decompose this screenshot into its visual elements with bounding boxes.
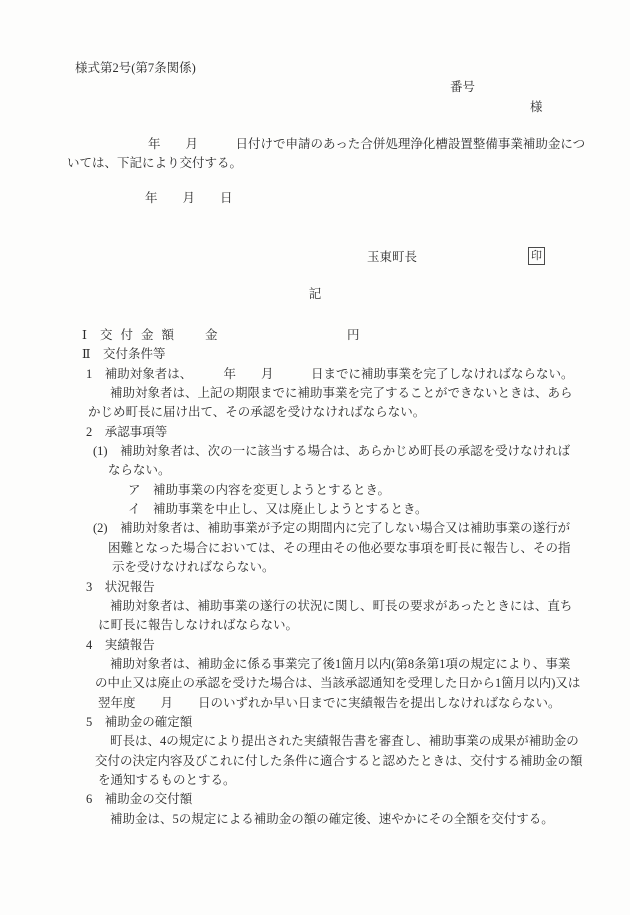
intro-line-1: 年 月 日付けで申請のあった合併処理浄化槽設置整備事業補助金につ xyxy=(148,137,586,151)
terms-line-5-fixed-amount: 5 補助金の確定額 xyxy=(86,715,193,729)
terms-line-6-grant-payment: 6 補助金の交付額 xyxy=(86,792,193,806)
terms-line-1-completion: 1 補助対象者は、 年 月 日までに補助事業を完了しなければならない。 xyxy=(86,367,574,381)
body-marker: 記 xyxy=(308,287,322,301)
issuer-line xyxy=(0,249,630,317)
terms-heading: Ⅱ 交付条件等 xyxy=(82,347,166,361)
grant-amount-numeral: Ⅰ xyxy=(82,328,87,342)
terms-line: 補助金は、5の規定による補助金の額の確定後、速やかにその全額を交付する。 xyxy=(110,812,554,826)
terms-line-3-status-report: 3 状況報告 xyxy=(86,580,155,594)
terms-line: の中止又は廃止の承認を受けた場合は、当該承認通知を受理した日から1箇月以内)又は xyxy=(95,676,581,690)
intro-line-2: いては、下記により交付する。 xyxy=(67,156,243,170)
form-label: 様式第2号(第7条関係) xyxy=(75,61,196,75)
terms-line-2-1-a: ア 補助事業の内容を変更しようとするとき。 xyxy=(128,483,391,497)
terms-line: 補助対象者は、補助事業の遂行の状況に関し、町長の要求があったときには、直ち xyxy=(110,599,573,613)
issue-date-line: 年 月 日 xyxy=(145,191,233,205)
currency-prefix: 金 xyxy=(205,328,218,342)
currency-suffix: 円 xyxy=(347,328,360,342)
terms-line-2-2: (2) 補助対象者は、補助事業が予定の期間内に完了しない場合又は補助事業の遂行が xyxy=(93,521,571,535)
addressee-honorific: 様 xyxy=(530,100,543,114)
terms-line: 補助対象者は、補助金に係る事業完了後1箇月以内(第8条第1項の規定により、事業 xyxy=(110,657,571,671)
terms-line: 交付の決定内容及びこれに付した条件に適合すると認めたときは、交付する補助金の額 xyxy=(95,754,583,768)
terms-line: 困難となった場合においては、その理由その他必要な事項を町長に報告し、その指 xyxy=(108,541,571,555)
issuer-title: 玉東町長 xyxy=(367,250,418,264)
terms-line-2-1-b: イ 補助事業を中止し、又は廃止しようとするとき。 xyxy=(128,502,428,516)
terms-line: ならない。 xyxy=(108,463,171,477)
seal-stamp-box: 印 xyxy=(528,247,545,265)
terms-line: かじめ町長に届け出て、その承認を受けなければならない。 xyxy=(88,405,426,419)
terms-line-2-approval: 2 承認事項等 xyxy=(86,425,168,439)
terms-line: 補助対象者は、上記の期限までに補助事業を完了することができないときは、あら xyxy=(110,386,573,400)
terms-line: を通知するものとする。 xyxy=(98,773,236,787)
terms-line: 町長は、4の規定により提出された実績報告書を審査し、補助事業の成果が補助金の xyxy=(110,734,579,748)
terms-line-4-results-report: 4 実績報告 xyxy=(86,638,155,652)
grant-amount-label: 交付金額 xyxy=(100,328,183,342)
terms-line-2-1: (1) 補助対象者は、次の一に該当する場合は、あらかじめ町長の承認を受けなければ xyxy=(93,444,571,458)
terms-line: 示を受けなければならない。 xyxy=(112,560,275,574)
terms-line: に町長に報告しなければならない。 xyxy=(98,618,299,632)
terms-line: 翌年度 月 日のいずれか早い日までに実績報告を提出しなければならない。 xyxy=(98,696,561,710)
document-number-label: 番号 xyxy=(450,80,476,94)
